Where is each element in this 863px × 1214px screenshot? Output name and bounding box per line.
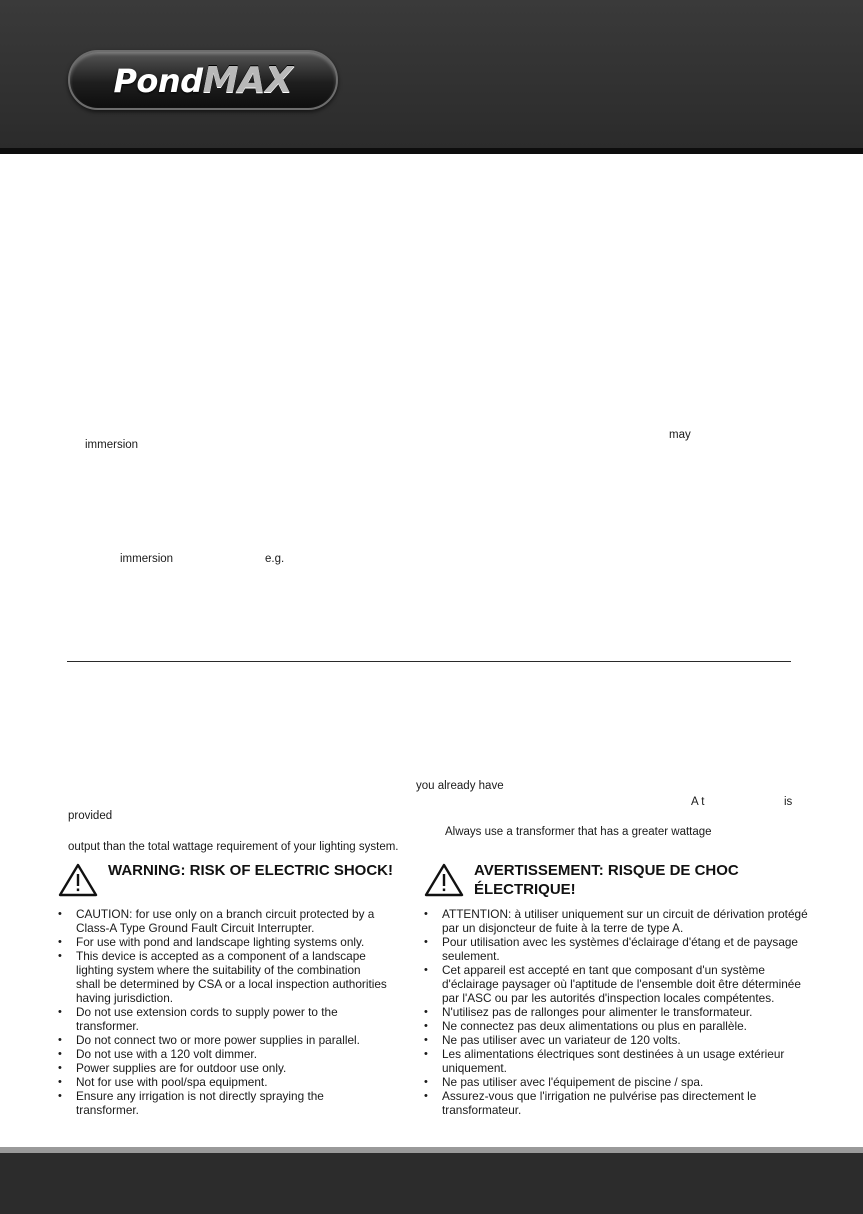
header-rule [0,148,863,154]
warning-triangle-icon [58,863,98,897]
footer-bar [0,1153,863,1214]
section-divider [67,661,791,662]
list-item: • ATTENTION: à utiliser uniquement sur un circuit de dérivation protégé par un disjoncteur de fuite à la terre de type A. [424,907,816,935]
warning-triangle-icon [424,863,464,897]
list-item: • Do not use extension cords to supply power to the transformer. [58,1005,388,1033]
logo-word-max: MAX [202,59,293,101]
text-fragment-output-than: output than the total wattage requirement of your lighting system. [68,841,399,853]
list-item: • Do not use with a 120 volt dimmer. [58,1047,388,1061]
list-item: • N'utilisez pas de rallonges pour alimenter le transformateur. [424,1005,816,1019]
text-fragment-eg: e.g. [265,553,285,565]
list-item: • Power supplies are for outdoor use only. [58,1061,388,1075]
list-item: • CAUTION: for use only on a branch circuit protected by a Class-A Type Ground Fault Circuit Interrupter. [58,907,388,935]
warning-title: WARNING: RISK OF ELECTRIC SHOCK! [108,862,393,879]
text-fragment-immersion: immersion [85,439,139,451]
list-item: • Les alimentations électriques sont destinées à un usage extérieur uniquement. [424,1047,816,1075]
text-fragment-immersion: immersion [120,553,174,565]
list-item: • Ne connectez pas deux alimentations ou plus en parallèle. [424,1019,816,1033]
list-item: • Ne pas utiliser avec un variateur de 120 volts. [424,1033,816,1047]
text-fragment-you-already-have: you already have [416,780,504,792]
list-item: • Not for use with pool/spa equipment. [58,1075,388,1089]
list-item: • For use with pond and landscape lighting systems only. [58,935,388,949]
logo-word-pond: Pond [113,61,203,100]
text-fragment-is: is [784,796,793,808]
warning-block-en [58,861,458,1117]
list-item: • Assurez-vous que l'irrigation ne pulvérise pas directement le transformateur. [424,1089,816,1117]
list-item: • Cet appareil est accepté en tant que composant d'un système d'éclairage paysager où l'aptitude de l'ensemble doit être déterminée par l'ASC ou par les autorités d'inspection locales compétentes. [424,963,816,1005]
logo-wordmark [113,60,292,101]
list-item: • This device is accepted as a component of a landscape lighting system where the suitability of the combination shall be determined by CSA or a local inspection authorities having jurisdiction. [58,949,388,1005]
list-item: • Ensure any irrigation is not directly spraying the transformer. [58,1089,388,1117]
text-fragment-always-use: Always use a transformer that has a greater wattage [445,826,712,838]
text-fragment-at: A t [691,796,705,808]
list-item: • Pour utilisation avec les systèmes d'éclairage d'étang et de paysage seulement. [424,935,816,963]
pondmax-logo [68,50,338,110]
warning-list [424,907,816,1117]
warning-title: AVERTISSEMENT: RISQUE DE CHOC ÉLECTRIQUE! [474,862,739,898]
warning-header [58,861,458,901]
list-item: • Do not connect two or more power supplies in parallel. [58,1033,388,1047]
warning-list [58,907,388,1117]
text-fragment-provided: provided [68,810,113,822]
warning-block-fr [424,861,824,1117]
list-item: • Ne pas utiliser avec l'équipement de piscine / spa. [424,1075,816,1089]
warning-header [424,861,824,901]
text-fragment-may: may [669,429,691,441]
